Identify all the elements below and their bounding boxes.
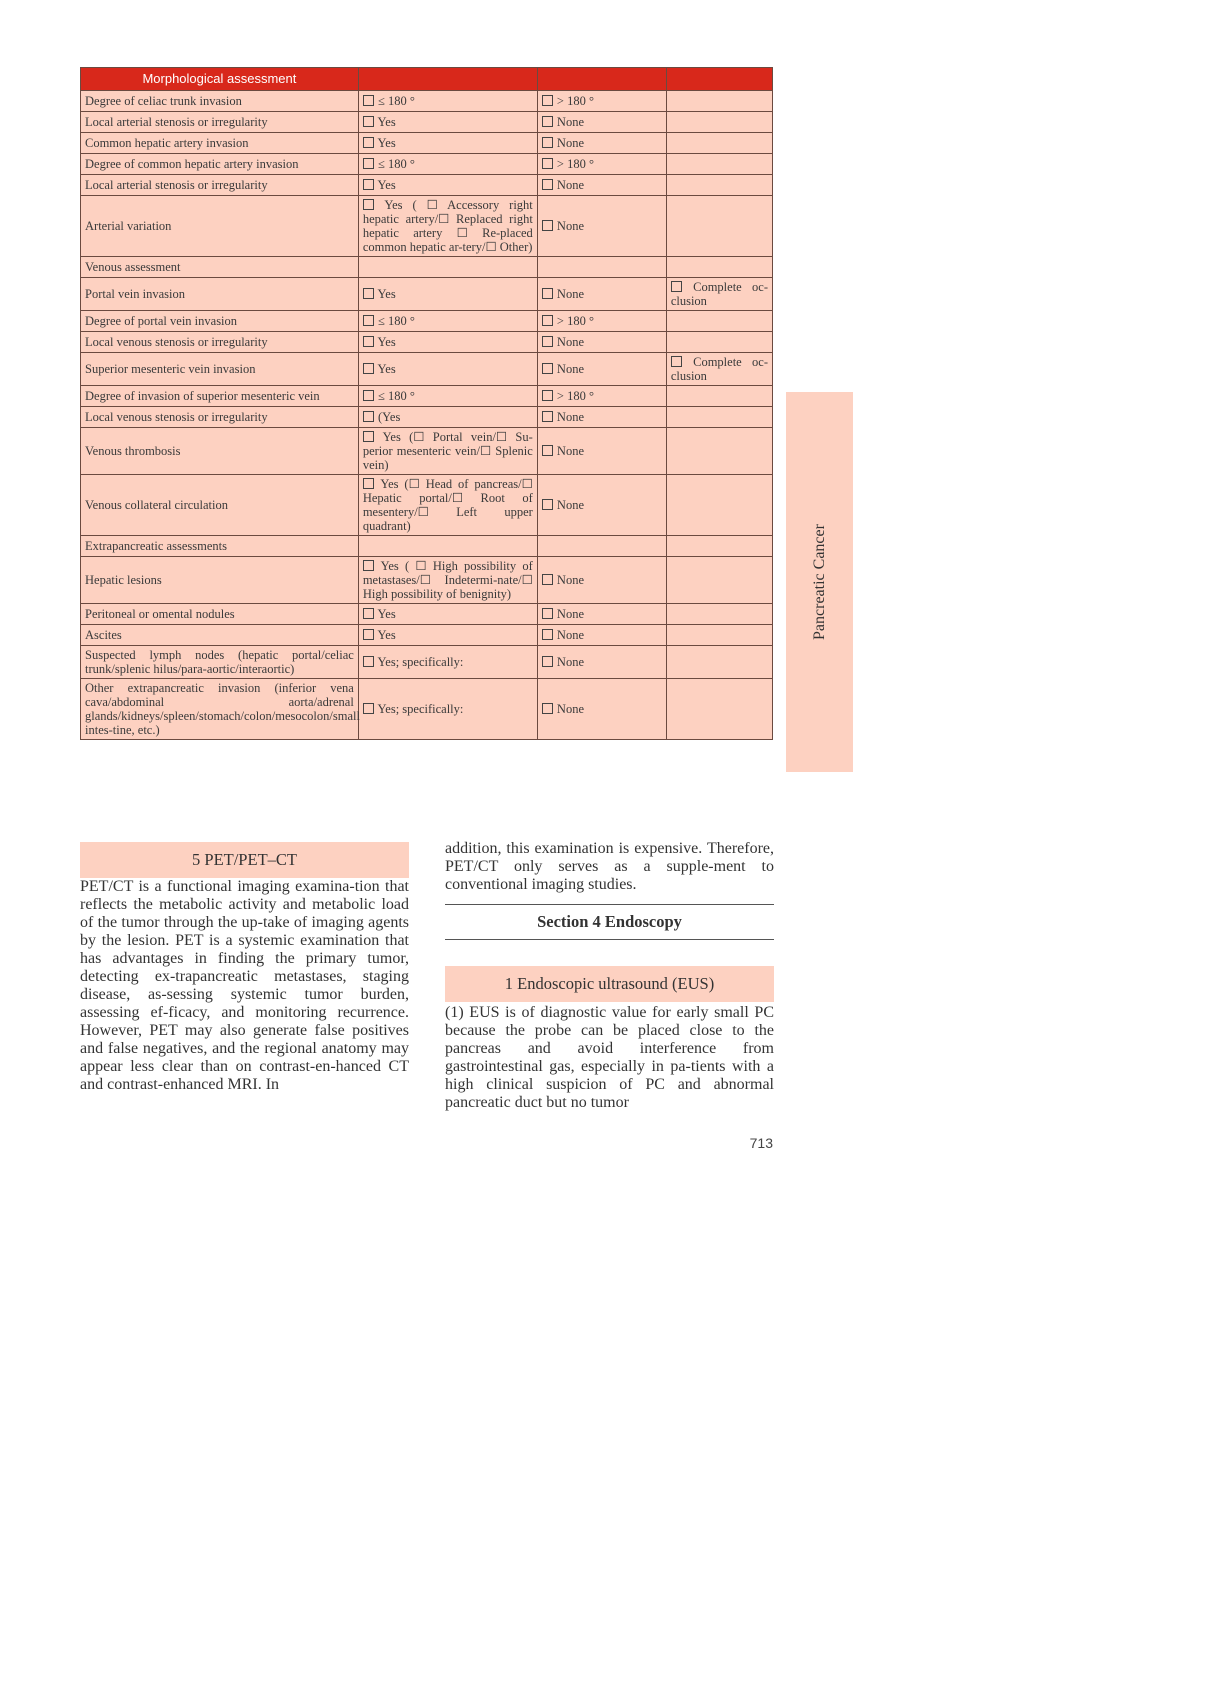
option-cell xyxy=(358,278,537,311)
right-column xyxy=(445,840,774,1112)
option-cell xyxy=(358,604,537,625)
option-cell xyxy=(358,646,537,679)
option-cell xyxy=(666,257,772,278)
checkbox-icon xyxy=(542,158,553,169)
table-row xyxy=(81,154,773,175)
criterion-cell xyxy=(81,154,359,175)
cell-text: None xyxy=(556,444,584,458)
cell-text: ≤ 180 ° xyxy=(377,314,415,328)
table-row xyxy=(81,332,773,353)
checkbox-icon xyxy=(542,499,553,510)
option-cell xyxy=(358,428,537,475)
cell-text: None xyxy=(556,115,584,129)
cell-text: Yes ( ☐ High possibility of metastases/☐ Indetermi-nate/☐ High possibility of benignity) xyxy=(362,559,533,601)
cell-text: > 180 ° xyxy=(556,157,594,171)
criterion-cell xyxy=(81,625,359,646)
criterion-cell xyxy=(81,604,359,625)
checkbox-icon xyxy=(542,137,553,148)
chapter-heading-endoscopy: Section 4 Endoscopy xyxy=(445,904,774,940)
option-cell xyxy=(358,353,537,386)
criterion-cell xyxy=(81,407,359,428)
option-cell xyxy=(666,311,772,332)
cell-text: Yes ( ☐ Accessory right hepatic artery/☐ Replaced right hepatic artery ☐ Re-placed common hepatic ar-tery/☐ Other) xyxy=(362,198,533,254)
cell-text: Venous collateral circulation xyxy=(85,498,228,512)
checkbox-icon xyxy=(542,336,553,347)
header-cell xyxy=(537,68,666,91)
checkbox-icon xyxy=(363,478,374,489)
cell-text: > 180 ° xyxy=(556,389,594,403)
option-cell xyxy=(537,386,666,407)
option-cell xyxy=(666,91,772,112)
criterion-cell xyxy=(81,196,359,257)
cell-text: Degree of common hepatic artery invasion xyxy=(85,157,299,171)
checkbox-icon xyxy=(542,95,553,106)
option-cell xyxy=(666,475,772,536)
table-row xyxy=(81,175,773,196)
checkbox-icon xyxy=(542,288,553,299)
option-cell xyxy=(358,175,537,196)
option-cell xyxy=(537,175,666,196)
option-cell xyxy=(537,646,666,679)
option-cell xyxy=(666,679,772,740)
cell-text: Local arterial stenosis or irregularity xyxy=(85,115,268,129)
option-cell xyxy=(358,557,537,604)
checkbox-icon xyxy=(542,179,553,190)
option-cell xyxy=(666,196,772,257)
cell-text: Portal vein invasion xyxy=(85,287,185,301)
option-cell xyxy=(537,428,666,475)
cell-text: Yes xyxy=(377,335,396,349)
option-cell xyxy=(666,536,772,557)
cell-text: Yes xyxy=(377,607,396,621)
cell-text: Hepatic lesions xyxy=(85,573,162,587)
cell-text: None xyxy=(556,573,584,587)
eus-paragraph: (1) EUS is of diagnostic value for early small PC because the probe can be placed close to the pancreas and avoid interference from gastrointestinal gas, especially in pa-tients with a high clinical suspicion of PC and abnormal pancreatic duct but no tumor xyxy=(445,1004,774,1111)
option-cell xyxy=(358,386,537,407)
section-heading-eus: 1 Endoscopic ultrasound (EUS) xyxy=(445,966,774,1002)
cell-text: Ascites xyxy=(85,628,122,642)
checkbox-icon xyxy=(363,315,374,326)
checkbox-icon xyxy=(363,560,374,571)
checkbox-icon xyxy=(542,411,553,422)
table-row xyxy=(81,604,773,625)
criterion-cell xyxy=(81,475,359,536)
option-cell xyxy=(666,133,772,154)
criterion-cell xyxy=(81,646,359,679)
checkbox-icon xyxy=(363,703,374,714)
cell-text: None xyxy=(556,607,584,621)
option-cell xyxy=(666,625,772,646)
cell-text: Degree of invasion of superior mesenteric vein xyxy=(85,389,320,403)
option-cell xyxy=(666,154,772,175)
cell-text: None xyxy=(556,335,584,349)
checkbox-icon xyxy=(363,95,374,106)
criterion-cell xyxy=(81,133,359,154)
option-cell xyxy=(358,133,537,154)
table-row xyxy=(81,278,773,311)
cell-text: Other extrapancreatic invasion (inferior vena cava/abdominal aorta/adrenal glands/kidneys/spleen/stomach/colon/mesocolon/small intes-tine, etc.) xyxy=(85,681,360,737)
option-cell xyxy=(666,332,772,353)
cell-text: None xyxy=(556,136,584,150)
cell-text: Yes xyxy=(377,178,396,192)
cell-text: Venous assessment xyxy=(85,260,181,274)
option-cell xyxy=(537,196,666,257)
option-cell xyxy=(666,646,772,679)
criterion-cell xyxy=(81,112,359,133)
cell-text: ≤ 180 ° xyxy=(377,94,415,108)
table-row xyxy=(81,353,773,386)
option-cell xyxy=(537,91,666,112)
cell-text: None xyxy=(556,655,584,669)
cell-text: Yes xyxy=(377,362,396,376)
cell-text: None xyxy=(556,628,584,642)
option-cell xyxy=(358,311,537,332)
option-cell xyxy=(537,475,666,536)
option-cell xyxy=(358,475,537,536)
option-cell xyxy=(537,311,666,332)
option-cell xyxy=(358,407,537,428)
cell-text: Peritoneal or omental nodules xyxy=(85,607,235,621)
checkbox-icon xyxy=(542,390,553,401)
checkbox-icon xyxy=(671,281,682,292)
chapter-side-tab xyxy=(786,392,853,772)
checkbox-icon xyxy=(363,336,374,347)
option-cell xyxy=(537,604,666,625)
cell-text: Venous thrombosis xyxy=(85,444,181,458)
criterion-cell xyxy=(81,278,359,311)
checkbox-icon xyxy=(363,390,374,401)
checkbox-icon xyxy=(542,608,553,619)
table-row xyxy=(81,646,773,679)
checkbox-icon xyxy=(363,199,374,210)
table-row xyxy=(81,91,773,112)
cell-text: > 180 ° xyxy=(556,94,594,108)
option-cell xyxy=(537,133,666,154)
option-cell xyxy=(537,557,666,604)
table-row xyxy=(81,133,773,154)
table-row xyxy=(81,625,773,646)
option-cell xyxy=(537,407,666,428)
checkbox-icon xyxy=(542,656,553,667)
cell-text: None xyxy=(556,410,584,424)
page-number: 713 xyxy=(749,1135,773,1151)
cell-text: Degree of celiac trunk invasion xyxy=(85,94,242,108)
cell-text: Yes; specifically: xyxy=(377,702,464,716)
option-cell xyxy=(358,257,537,278)
header-cell xyxy=(666,68,772,91)
cell-text: Yes (☐ Head of pancreas/☐ Hepatic portal/☐ Root of mesentery/☐ Left upper quadrant) xyxy=(362,477,533,533)
checkbox-icon xyxy=(363,137,374,148)
option-cell xyxy=(666,407,772,428)
option-cell xyxy=(537,332,666,353)
checkbox-icon xyxy=(363,629,374,640)
checkbox-icon xyxy=(542,363,553,374)
checkbox-icon xyxy=(363,179,374,190)
cell-text: None xyxy=(556,498,584,512)
option-cell xyxy=(666,386,772,407)
option-cell xyxy=(666,353,772,386)
checkbox-icon xyxy=(542,116,553,127)
table-row xyxy=(81,112,773,133)
table-row xyxy=(81,536,773,557)
cell-text: Local venous stenosis or irregularity xyxy=(85,335,268,349)
section-heading-pet: 5 PET/PET–CT xyxy=(80,842,409,878)
criterion-cell xyxy=(81,311,359,332)
option-cell xyxy=(666,557,772,604)
pet-continuation-paragraph: addition, this examination is expensive. Therefore, PET/CT only serves as a supple-ment to conventional imaging studies. xyxy=(445,840,774,893)
option-cell xyxy=(537,154,666,175)
chapter-side-tab-label: Pancreatic Cancer xyxy=(810,524,828,640)
checkbox-icon xyxy=(363,116,374,127)
table-header-row xyxy=(81,68,773,91)
cell-text: > 180 ° xyxy=(556,314,594,328)
option-cell xyxy=(537,536,666,557)
checkbox-icon xyxy=(542,220,553,231)
cell-text: Arterial variation xyxy=(85,219,172,233)
option-cell xyxy=(358,91,537,112)
cell-text: Complete oc-clusion xyxy=(670,280,768,308)
cell-text: Extrapancreatic assessments xyxy=(85,539,227,553)
checkbox-icon xyxy=(542,574,553,585)
option-cell xyxy=(358,536,537,557)
criterion-cell xyxy=(81,536,359,557)
header-cell: Morphological assessment xyxy=(81,68,359,91)
checkbox-icon xyxy=(542,445,553,456)
checkbox-icon xyxy=(363,656,374,667)
checkbox-icon xyxy=(363,411,374,422)
criterion-cell xyxy=(81,332,359,353)
cell-text: Yes xyxy=(377,628,396,642)
cell-text: Degree of portal vein invasion xyxy=(85,314,238,328)
criterion-cell xyxy=(81,257,359,278)
option-cell xyxy=(358,625,537,646)
option-cell xyxy=(537,679,666,740)
cell-text: Yes; specifically: xyxy=(377,655,464,669)
table-row xyxy=(81,386,773,407)
table-row xyxy=(81,428,773,475)
criterion-cell xyxy=(81,557,359,604)
morphological-assessment-table xyxy=(80,67,773,740)
option-cell xyxy=(537,112,666,133)
option-cell xyxy=(358,332,537,353)
cell-text: None xyxy=(556,287,584,301)
cell-text: ≤ 180 ° xyxy=(377,389,415,403)
table-row xyxy=(81,407,773,428)
option-cell xyxy=(537,353,666,386)
table-row xyxy=(81,557,773,604)
header-cell xyxy=(358,68,537,91)
cell-text: Superior mesenteric vein invasion xyxy=(85,362,256,376)
cell-text: None xyxy=(556,702,584,716)
cell-text: Yes xyxy=(377,287,396,301)
checkbox-icon xyxy=(363,608,374,619)
option-cell xyxy=(666,278,772,311)
option-cell xyxy=(537,257,666,278)
checkbox-icon xyxy=(363,288,374,299)
criterion-cell xyxy=(81,428,359,475)
pet-paragraph: PET/CT is a functional imaging examina-tion that reflects the metabolic activity and metabolic load of the tumor through the up-take of imaging agents by the lesion. PET is a systemic examination that has advantages in finding the primary tumor, detecting ex-trapancreatic metastases, staging disease, as-sessing systemic tumor burden, assessing ef-ficacy, and monitoring recurrence. However, PET may also generate false positives and false negatives, and the regional anatomy may appear less clear than on contrast-en-hanced CT and contrast-enhanced MRI. In xyxy=(80,878,409,1093)
table-row xyxy=(81,311,773,332)
cell-text: Local venous stenosis or irregularity xyxy=(85,410,268,424)
cell-text: Yes xyxy=(377,136,396,150)
cell-text: Complete oc-clusion xyxy=(670,355,768,383)
checkbox-icon xyxy=(363,158,374,169)
left-column xyxy=(80,842,409,1094)
checkbox-icon xyxy=(542,629,553,640)
table-row xyxy=(81,679,773,740)
cell-text: Suspected lymph nodes (hepatic portal/celiac trunk/splenic hilus/para-aortic/interaortic) xyxy=(85,648,354,676)
option-cell xyxy=(537,278,666,311)
table-row xyxy=(81,257,773,278)
criterion-cell xyxy=(81,353,359,386)
checkbox-icon xyxy=(363,431,374,442)
criterion-cell xyxy=(81,91,359,112)
cell-text: None xyxy=(556,178,584,192)
option-cell xyxy=(358,154,537,175)
cell-text: Yes xyxy=(377,115,396,129)
option-cell xyxy=(666,604,772,625)
option-cell xyxy=(358,112,537,133)
criterion-cell xyxy=(81,386,359,407)
checkbox-icon xyxy=(671,356,682,367)
cell-text: None xyxy=(556,219,584,233)
option-cell xyxy=(666,175,772,196)
cell-text: (Yes xyxy=(377,410,401,424)
cell-text: Common hepatic artery invasion xyxy=(85,136,249,150)
cell-text: ≤ 180 ° xyxy=(377,157,415,171)
option-cell xyxy=(666,428,772,475)
option-cell xyxy=(358,679,537,740)
checkbox-icon xyxy=(542,703,553,714)
table-row xyxy=(81,196,773,257)
cell-text: Local arterial stenosis or irregularity xyxy=(85,178,268,192)
table-row xyxy=(81,475,773,536)
option-cell xyxy=(537,625,666,646)
cell-text: Yes (☐ Portal vein/☐ Su-perior mesenteric vein/☐ Splenic vein) xyxy=(362,430,533,472)
option-cell xyxy=(666,112,772,133)
criterion-cell xyxy=(81,679,359,740)
cell-text: None xyxy=(556,362,584,376)
checkbox-icon xyxy=(542,315,553,326)
option-cell xyxy=(358,196,537,257)
checkbox-icon xyxy=(363,363,374,374)
criterion-cell xyxy=(81,175,359,196)
